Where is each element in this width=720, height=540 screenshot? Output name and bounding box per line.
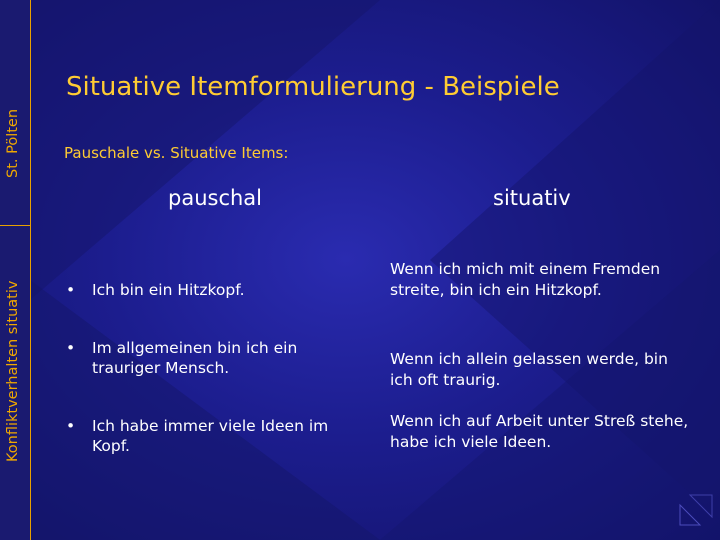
list-item-pauschal-1: [66, 280, 366, 300]
list-item-pauschal-2: [66, 338, 366, 378]
list-item-situativ-2: Wenn ich allein gelassen werde, bin ich oft traurig.: [390, 350, 668, 389]
column-heading-situativ: situativ: [493, 186, 571, 210]
bullet-icon: •: [66, 417, 76, 435]
list-item-text: Ich bin ein Hitzkopf.: [92, 281, 245, 299]
list-item-text: Ich habe immer viele Ideen im Kopf.: [92, 417, 329, 455]
list-item-text: Im allgemeinen bin ich ein trauriger Mensch.: [92, 339, 298, 377]
sidebar-location-label: St. Pölten: [5, 108, 21, 178]
list-item-situativ-3: Wenn ich auf Arbeit unter Streß stehe, habe ich viele Ideen.: [390, 412, 689, 451]
bullet-icon: •: [66, 339, 76, 357]
list-item-pauschal-3: [66, 416, 366, 456]
slide-title: Situative Itemformulierung - Beispiele: [66, 72, 560, 102]
sidebar-divider: [0, 225, 30, 226]
bullet-icon: •: [66, 281, 76, 299]
sidebar: [0, 0, 31, 540]
sidebar-topic-label: Konfliktverhalten situativ: [5, 280, 21, 462]
list-item-situativ-1: Wenn ich mich mit einem Fremden streite, bin ich ein Hitzkopf.: [390, 260, 661, 299]
column-heading-pauschal: pauschal: [168, 186, 263, 210]
slide-subtitle: Pauschale vs. Situative Items:: [64, 144, 289, 162]
